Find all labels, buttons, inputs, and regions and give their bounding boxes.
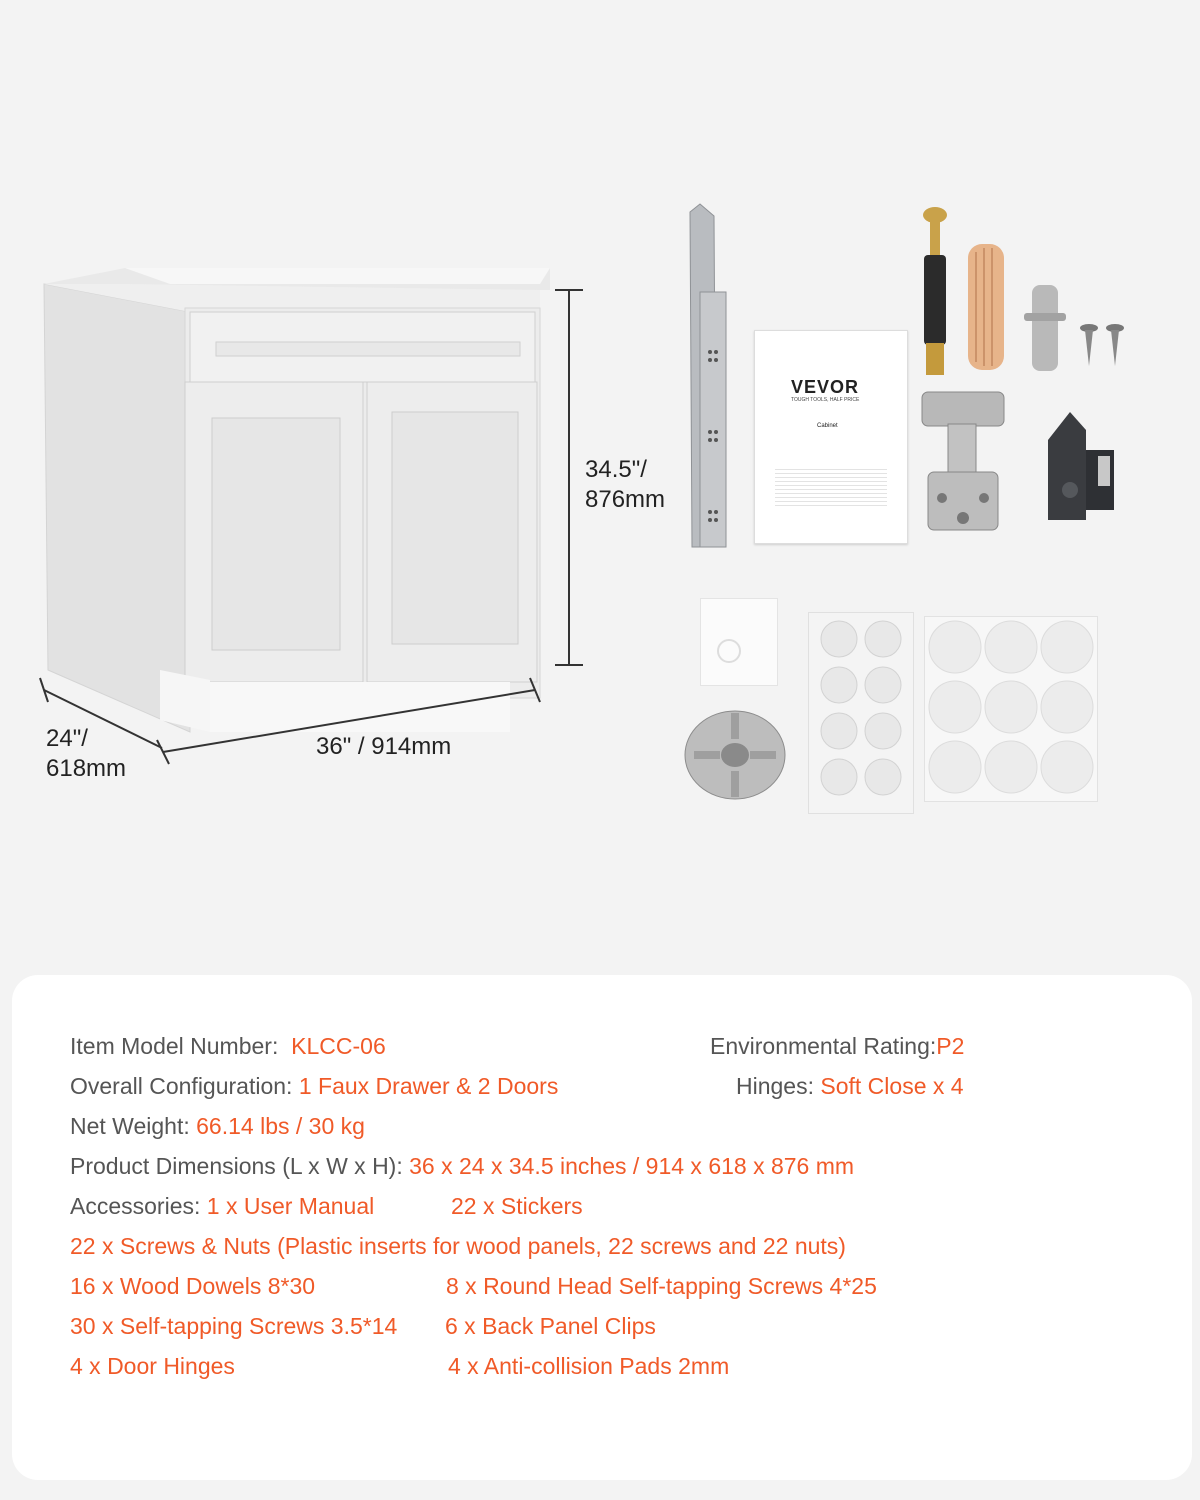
height-mm: 876mm [585,486,666,513]
depth-inches: 24"/ [46,725,88,752]
depth-mm: 618mm [46,755,127,782]
height-label [585,455,665,515]
spec-configuration: Overall Configuration: 1 Faux Drawer & 2 Doors [70,1073,559,1099]
dimension-lines [0,0,700,800]
cam-bolt-image [910,205,960,385]
screw-icon-1 [1078,322,1100,368]
spec-product-dimensions: Product Dimensions (L x W x H): 36 x 24 x 34.5 inches / 914 x 618 x 876 mm [70,1153,855,1179]
door-hinge-image [918,388,1008,538]
spec-accessory-self-tapping-screws: 30 x Self-tapping Screws 3.5*14 [70,1313,398,1339]
spec-accessory-door-hinges: 4 x Door Hinges [70,1353,235,1379]
spec-model: Item Model Number: KLCC-06 [70,1033,386,1059]
anti-collision-pads-image [808,612,914,814]
depth-label [46,724,126,784]
height-inches: 34.5"/ [585,456,647,483]
cam-lock-image [680,705,790,805]
manual-brand: VEVOR [791,377,860,397]
stickers-image [924,616,1098,802]
soft-close-image [1040,410,1120,530]
spec-hinges: Hinges: Soft Close x 4 [736,1073,964,1099]
width-label: 36" / 914mm [316,733,452,760]
spec-environmental-rating: Environmental Rating:P2 [710,1033,965,1059]
spec-accessory-round-head-screws: 8 x Round Head Self-tapping Screws 4*25 [446,1273,877,1299]
user-manual-image [754,330,908,544]
spec-accessory-anti-collision-pads: 4 x Anti-collision Pads 2mm [448,1353,730,1379]
spec-accessory-stickers: 22 x Stickers [451,1193,583,1219]
spec-accessory-wood-dowels: 16 x Wood Dowels 8*30 [70,1273,316,1299]
drawer-slide-image [682,202,732,552]
connector-image [1022,283,1068,373]
spec-accessory-screws-nuts: 22 x Screws & Nuts (Plastic inserts for wood panels, 22 screws and 22 nuts) [70,1233,846,1259]
manual-tagline: TOUGH TOOLS, HALF PRICE [791,397,860,403]
screw-icon-2 [1104,322,1126,368]
back-panel-clips-image [700,598,778,686]
spec-net-weight: Net Weight: 66.14 lbs / 30 kg [70,1113,365,1139]
spec-accessories: Accessories: 1 x User Manual [70,1193,375,1219]
manual-title: Cabinet [817,423,838,429]
spec-accessory-back-panel-clips: 6 x Back Panel Clips [445,1313,656,1339]
wood-dowel-image [964,240,1008,375]
